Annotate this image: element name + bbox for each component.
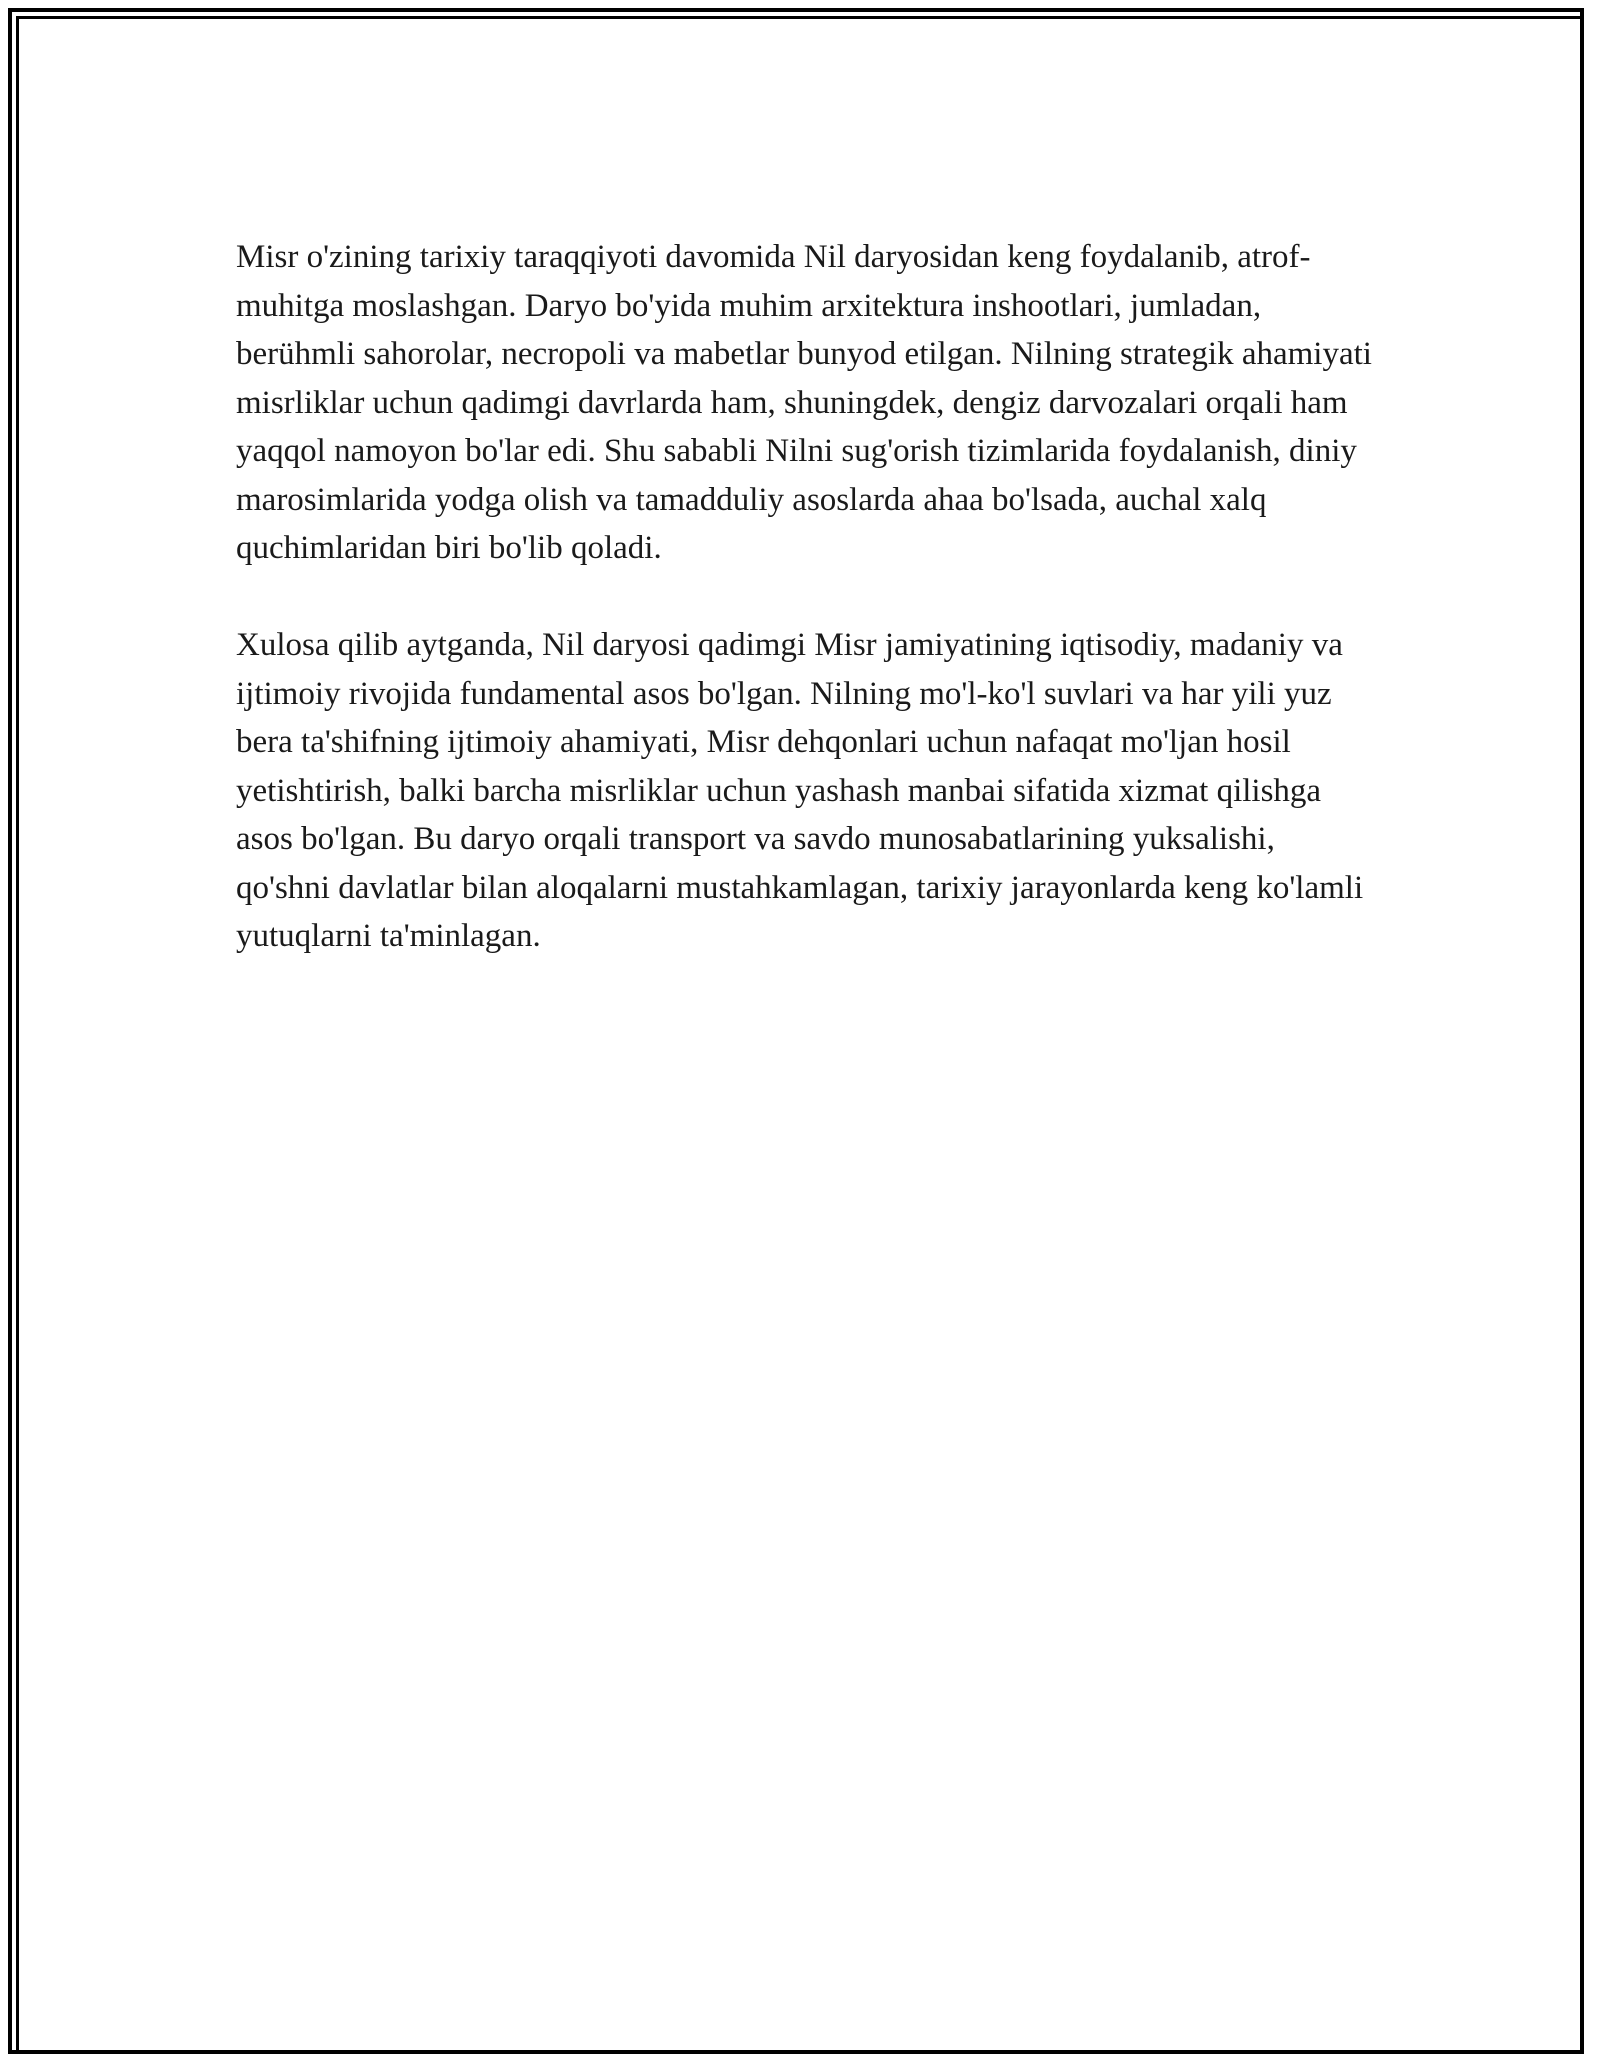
paragraph-2: Xulosa qilib aytganda, Nil daryosi qadimgi Misr jamiyatining iqtisodiy, madaniy va ijtimoiy rivojida fundamental asos bo'lgan. Nilning mo'l-ko'l suvlari va har yili yuz bera ta'shifning ijtimoiy ahamiyati, Misr dehqonlari uchun nafaqat mo'ljan hosil yetishtirish, balki barcha misrliklar uchun yashash manbai sifatida xizmat qilishga asos bo'lgan. Bu daryo orqali transport va savdo munosabatlarining yuksalishi, qo'shni davlatlar bilan aloqalarni mustahkamlagan, tarixiy jarayonlarda keng ko'lamli yutuqlarni ta'minlagan.	[236, 627, 1364, 954]
paragraph-1: Misr o'zining tarixiy taraqqiyoti davomida Nil daryosidan keng foydalanib, atrof-muhitga moslashgan. Daryo bo'yida muhim arxitektura inshootlari, jumladan, berühmli sahorolar, necropoli va mabetlar bunyod etilgan. Nilning strategik ahamiyati misrliklar uchun qadimgi davrlarda ham, shuningdek, dengiz darvozalari orqali ham yaqqol namoyon bo'lar edi. Shu sababli Nilni sug'orish tizimlarida foydalanish, diniy marosimlarida yodga olish va tamadduliy asoslarda ahaa bo'lsada, auchal xalq quchimlaridan biri bo'lib qoladi.	[236, 239, 1372, 566]
document-body	[236, 233, 1376, 1009]
